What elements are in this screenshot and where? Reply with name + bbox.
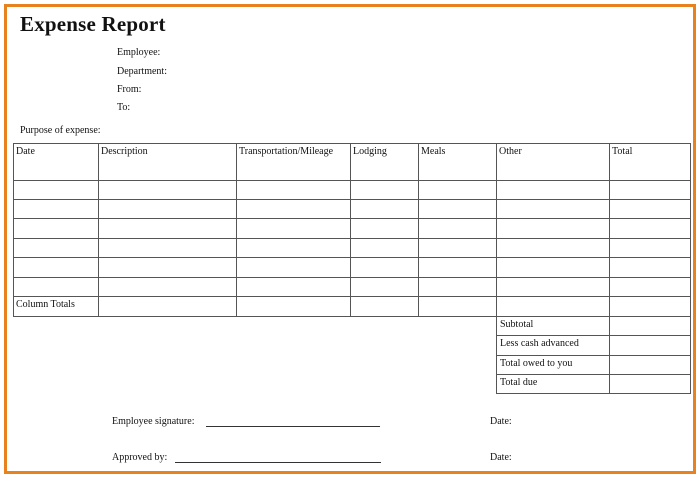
column-header-date: Date <box>16 146 35 157</box>
signature-date-label: Date: <box>490 416 512 427</box>
table-row-line <box>13 257 691 258</box>
employee-field-label: Employee: <box>117 47 161 58</box>
employee-signature-label: Employee signature: <box>112 416 195 427</box>
to-field-label: To: <box>117 102 131 113</box>
table-row-line <box>13 218 691 219</box>
table-border-right <box>690 143 691 316</box>
page-title: Expense Report <box>20 12 166 36</box>
table-col-line <box>98 143 99 316</box>
table-row-line <box>13 296 691 297</box>
table-col-line <box>236 143 237 316</box>
table-col-line <box>496 143 497 316</box>
column-header-total: Total <box>612 146 633 157</box>
subtotal-label: Subtotal <box>500 319 534 330</box>
summary-col-line <box>609 316 610 394</box>
approved-by-line <box>175 462 381 463</box>
summary-col-line <box>496 316 497 394</box>
summary-row-line <box>496 316 691 317</box>
summary-border-right <box>690 316 691 394</box>
summary-row-line <box>496 355 691 356</box>
table-row-line <box>13 180 691 181</box>
column-header-description: Description <box>101 146 148 157</box>
less-cash-advanced-label: Less cash advanced <box>500 338 579 349</box>
column-header-lodging: Lodging <box>353 146 387 157</box>
from-field-label: From: <box>117 84 142 95</box>
approval-date-label: Date: <box>490 452 512 463</box>
column-totals-label: Column Totals <box>16 299 75 310</box>
column-header-other: Other <box>499 146 522 157</box>
column-header-meals: Meals <box>421 146 446 157</box>
table-col-line <box>609 143 610 316</box>
column-header-transportation: Transportation/Mileage <box>239 146 334 157</box>
total-owed-label: Total owed to you <box>500 358 573 369</box>
summary-border-bottom <box>496 393 691 394</box>
table-row-line <box>13 277 691 278</box>
department-field-label: Department: <box>117 66 167 77</box>
table-row-line <box>13 238 691 239</box>
purpose-field-label: Purpose of expense: <box>20 125 101 136</box>
total-due-label: Total due <box>500 377 538 388</box>
table-border-top <box>13 143 691 144</box>
summary-row-line <box>496 374 691 375</box>
employee-signature-line <box>206 426 380 427</box>
table-row-line <box>13 199 691 200</box>
table-col-line <box>13 143 14 316</box>
table-col-line <box>418 143 419 316</box>
approved-by-label: Approved by: <box>112 452 168 463</box>
summary-row-line <box>496 335 691 336</box>
expense-report-form <box>4 4 696 474</box>
table-col-line <box>350 143 351 316</box>
